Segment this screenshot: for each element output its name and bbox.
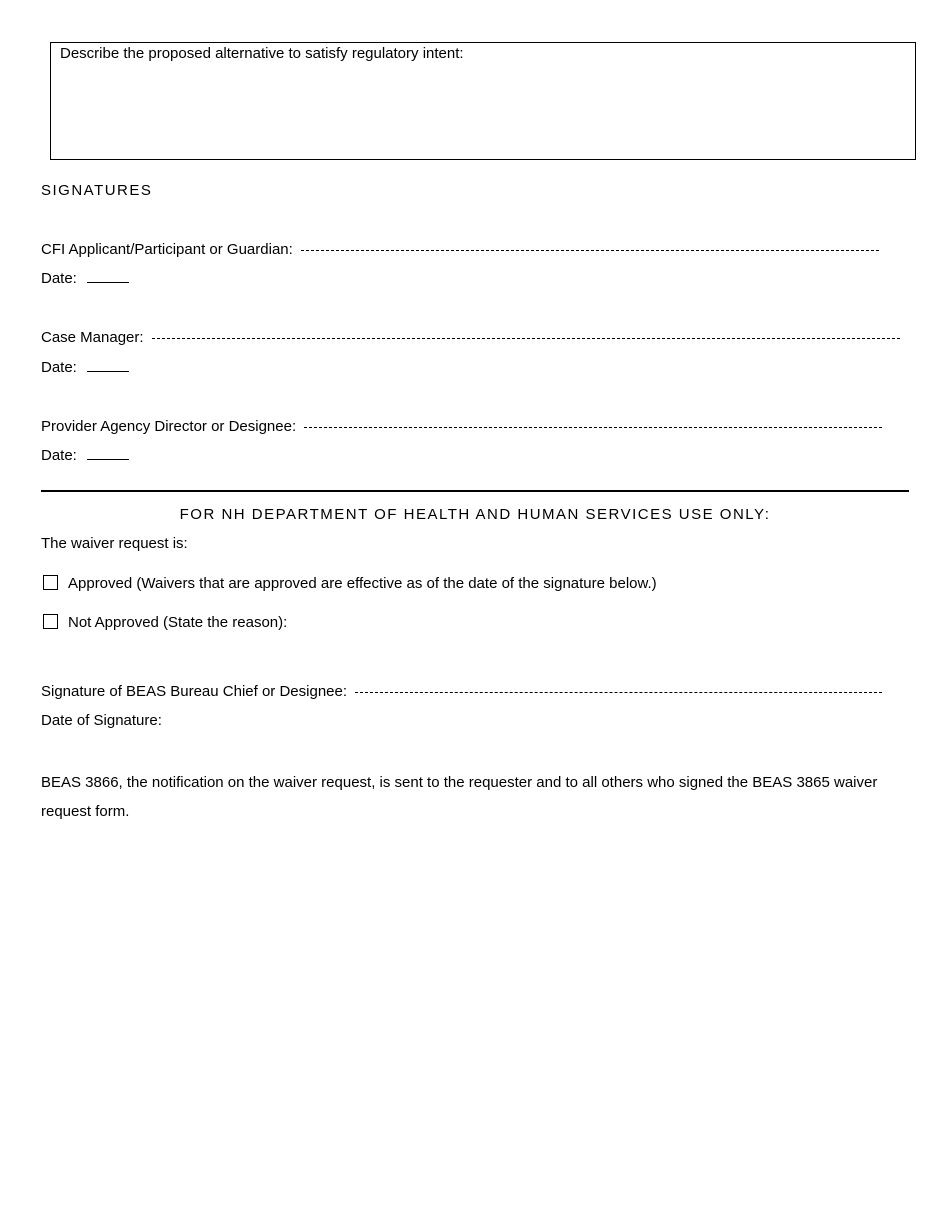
not-approved-label: Not Approved (State the reason): [68,614,288,631]
beas-signature-line[interactable] [355,692,882,693]
applicant-signature-line[interactable] [301,250,879,251]
proposed-alternative-box[interactable] [50,42,916,160]
dhhs-use-only-heading: FOR NH DEPARTMENT OF HEALTH AND HUMAN SERVICES USE ONLY: [179,506,771,523]
approved-row [43,575,657,592]
case-manager-signature-line[interactable] [152,338,900,339]
case-manager-signature-row [41,329,900,346]
date-of-signature-label: Date of Signature: [41,712,162,729]
footer-note: BEAS 3866, the notification on the waiver request, is sent to the requester and to all others who signed the BEAS 3865 waiver request form. [41,774,878,820]
beas-signature-row [41,683,882,700]
provider-signature-label: Provider Agency Director or Designee: [41,418,297,435]
proposed-alternative-label: Describe the proposed alternative to satisfy regulatory intent: [60,45,464,62]
applicant-signature-label: CFI Applicant/Participant or Guardian: [41,241,293,258]
applicant-date-row [41,270,129,287]
signatures-heading: SIGNATURES [41,182,153,199]
applicant-signature-row [41,241,879,258]
provider-date-label: Date: [41,447,77,464]
provider-date-line[interactable] [87,459,129,460]
provider-signature-row [41,418,882,435]
case-manager-date-line[interactable] [87,371,129,372]
case-manager-signature-label: Case Manager: [41,329,144,346]
provider-date-row [41,447,129,464]
beas-signature-label: Signature of BEAS Bureau Chief or Designee: [41,683,348,700]
applicant-date-label: Date: [41,270,77,287]
approved-label: Approved (Waivers that are approved are effective as of the date of the signature below.) [68,575,657,592]
approved-checkbox[interactable] [43,575,58,590]
waiver-request-label: The waiver request is: [41,535,188,552]
section-divider [41,490,909,492]
provider-signature-line[interactable] [304,427,882,428]
case-manager-date-label: Date: [41,359,77,376]
not-approved-row [43,614,287,631]
applicant-date-line[interactable] [87,282,129,283]
not-approved-checkbox[interactable] [43,614,58,629]
case-manager-date-row [41,359,129,376]
